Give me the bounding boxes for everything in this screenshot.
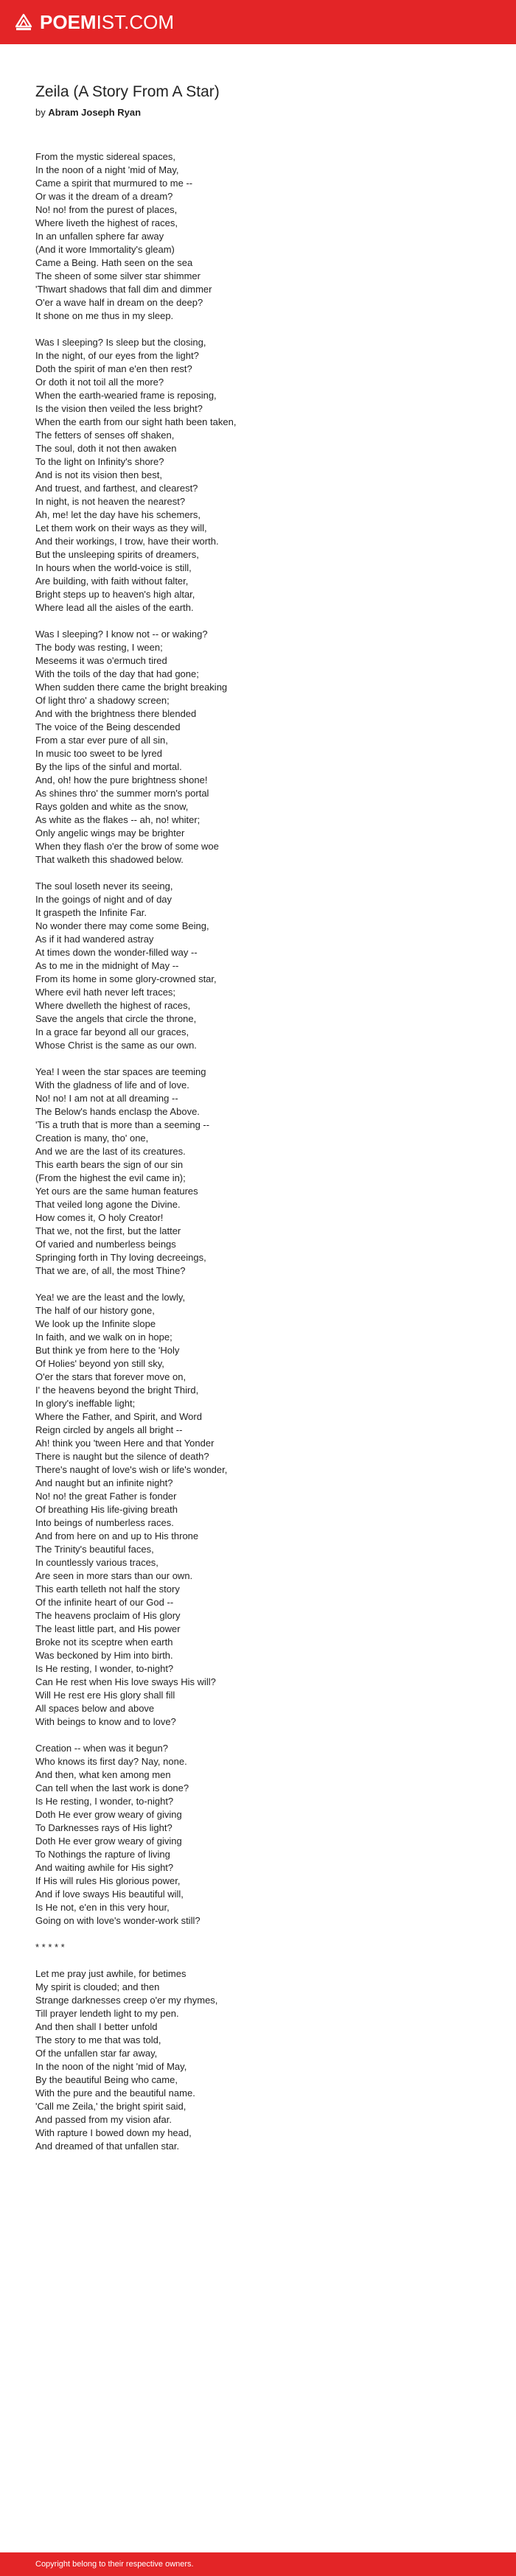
poem-line: In countlessly various traces, (35, 1557, 158, 1568)
poem-line: No! no! from the purest of places, (35, 204, 178, 215)
poem-line: In hours when the world-voice is still, (35, 562, 192, 573)
poem-line: As if it had wandered astray (35, 934, 154, 945)
poem-line: In a grace far beyond all our graces, (35, 1026, 189, 1037)
poem-line: The Below's hands enclasp the Above. (35, 1106, 200, 1117)
poem-line: Yea! I ween the star spaces are teeming (35, 1066, 206, 1077)
copyright-text: Copyright belong to their respective owners. (35, 2560, 194, 2569)
poem-line: Of the infinite heart of our God -- (35, 1597, 174, 1608)
poem-line: In an unfallen sphere far away (35, 231, 164, 242)
poem-line: Doth He ever grow weary of giving (35, 1835, 182, 1847)
poem-line: And, oh! how the pure brightness shone! (35, 774, 208, 785)
poem-line: If His will rules His glorious power, (35, 1875, 181, 1886)
poem-line: Is He resting, I wonder, to-night? (35, 1663, 174, 1674)
poem-line: It graspeth the Infinite Far. (35, 907, 147, 918)
poem-line: Yea! we are the least and the lowly, (35, 1292, 186, 1303)
poem-line: Or doth it not toil all the more? (35, 377, 164, 388)
logo-wordmark-light: IST.COM (96, 11, 175, 33)
poem-line: Is He resting, I wonder, to-night? (35, 1796, 174, 1807)
poem-line: Where liveth the highest of races, (35, 217, 178, 228)
poem-line: In night, is not heaven the nearest? (35, 496, 186, 507)
poem-line: Where the Father, and Spirit, and Word (35, 1411, 202, 1422)
poem-line: Are building, with faith without falter, (35, 575, 189, 587)
poem-line: Let them work on their ways as they will, (35, 522, 207, 533)
poem-line: With the toils of the day that had gone; (35, 668, 199, 679)
poem-line: The voice of the Being descended (35, 721, 181, 732)
poem-line: Of light thro' a shadowy screen; (35, 695, 170, 706)
poem-line: And waiting awhile for His sight? (35, 1862, 174, 1873)
poem-line: With the gladness of life and of love. (35, 1079, 189, 1091)
poem-line: Doth He ever grow weary of giving (35, 1809, 182, 1820)
poem-line: How comes it, O holy Creator! (35, 1212, 164, 1223)
poem-title: Zeila (A Story From A Star) (35, 83, 220, 100)
poem-line: Can tell when the last work is done? (35, 1782, 189, 1793)
poem-line: And then, what ken among men (35, 1769, 171, 1780)
poem-line: There's naught of love's wish or life's wonder, (35, 1464, 228, 1475)
poem-line: When the earth-wearied frame is reposing, (35, 390, 217, 401)
poem-line: I' the heavens beyond the bright Third, (35, 1385, 199, 1396)
poem-line: Can He rest when His love sways His will? (35, 1676, 216, 1687)
poem-line: The body was resting, I ween; (35, 642, 163, 653)
poem-line: To Nothings the rapture of living (35, 1849, 170, 1860)
poem-line: Of the unfallen star far away, (35, 2048, 158, 2059)
poem-line: That veiled long agone the Divine. (35, 1199, 181, 1210)
poem-line: Is the vision then veiled the less bright? (35, 403, 203, 414)
poem-line: And then shall I better unfold (35, 2021, 158, 2032)
poem-line: 'Thwart shadows that fall dim and dimmer (35, 284, 212, 295)
poem-line: Rays golden and white as the snow, (35, 801, 189, 812)
poem-line: And passed from my vision afar. (35, 2114, 172, 2125)
poem-line: Save the angels that circle the throne, (35, 1013, 197, 1024)
poem-line: No! no! the great Father is fonder (35, 1491, 177, 1502)
poem-line: Going on with love's wonder-work still? (35, 1915, 201, 1926)
poem-stanza (35, 1742, 485, 1928)
poem-line: My spirit is clouded; and then (35, 1981, 160, 1992)
poem-line: To the light on Infinity's shore? (35, 456, 164, 467)
poem-line: By the beautiful Being who came, (35, 2074, 178, 2085)
poem-line: With the pure and the beautiful name. (35, 2087, 195, 2099)
poem-stanza (35, 150, 485, 323)
poem-line: It shone on me thus in my sleep. (35, 310, 174, 321)
poem-line: Was I sleeping? I know not -- or waking? (35, 629, 208, 640)
poem-line: From the mystic sidereal spaces, (35, 151, 176, 162)
poem-line: At times down the wonder-filled way -- (35, 947, 198, 958)
poem-line: Into beings of numberless races. (35, 1517, 174, 1528)
poem-line: In the noon of a night 'mid of May, (35, 164, 179, 175)
poem-line: With rapture I bowed down my head, (35, 2127, 192, 2138)
poem-line: When the earth from our sight hath been taken, (35, 416, 237, 427)
poem-line: In glory's ineffable light; (35, 1398, 136, 1409)
poem-line: Creation -- when was it begun? (35, 1743, 168, 1754)
poem-line: And if love sways His beautiful will, (35, 1889, 184, 1900)
poem-line: O'er the stars that forever move on, (35, 1371, 186, 1382)
poem-line: No wonder there may come some Being, (35, 920, 209, 931)
poem-stanza (35, 1291, 485, 1729)
poem-line: Broke not its sceptre when earth (35, 1637, 173, 1648)
poem-line: 'Tis a truth that is more than a seeming -- (35, 1119, 210, 1130)
poem-line: The heavens proclaim of His glory (35, 1610, 181, 1621)
poem-line: Came a spirit that murmured to me -- (35, 178, 193, 189)
poem-stanza (35, 336, 485, 615)
poem-line: And is not its vision then best, (35, 469, 162, 480)
poem-stanza (35, 628, 485, 867)
poem-line: The sheen of some silver star shimmer (35, 270, 201, 281)
poem-line: Strange darknesses creep o'er my rhymes, (35, 1995, 218, 2006)
logo-wordmark (40, 12, 174, 32)
poem-line: Till prayer lendeth light to my pen. (35, 2008, 179, 2019)
poem-line: As white as the flakes -- ah, no! whiter; (35, 814, 201, 825)
poem-line: Will He rest ere His glory shall fill (35, 1690, 175, 1701)
poem-line: In music too sweet to be lyred (35, 748, 162, 759)
poem-line: Springing forth in Thy loving decreeings, (35, 1252, 206, 1263)
byline-prefix: by (35, 107, 46, 118)
poem-line: Whose Christ is the same as our own. (35, 1040, 197, 1051)
poem-line: (And it wore Immortality's gleam) (35, 244, 175, 255)
poem-line: Where evil hath never left traces; (35, 987, 176, 998)
poem-line: In faith, and we walk on in hope; (35, 1331, 172, 1343)
poem-line: Let me pray just awhile, for betimes (35, 1968, 186, 1979)
poem-line: And we are the last of its creatures. (35, 1146, 186, 1157)
poem-line: Meseems it was o'ermuch tired (35, 655, 167, 666)
poem-line: When sudden there came the bright breaking (35, 682, 228, 693)
poem-line: And with the brightness there blended (35, 708, 197, 719)
poem-line: Where dwelleth the highest of races, (35, 1000, 191, 1011)
poem-line: This earth telleth not half the story (35, 1583, 180, 1595)
poem-line: Of varied and numberless beings (35, 1239, 176, 1250)
poem-line: Creation is many, tho' one, (35, 1133, 149, 1144)
poem-line: 'Call me Zeila,' the bright spirit said, (35, 2101, 186, 2112)
poem-line: Ah! think you 'tween Here and that Yonder (35, 1438, 215, 1449)
poem-line: Of breathing His life-giving breath (35, 1504, 178, 1515)
byline (35, 106, 485, 119)
poem-line: And dreamed of that unfallen star. (35, 2141, 180, 2152)
poem-line: From a star ever pure of all sin, (35, 735, 168, 746)
poem-line: And from here on and up to His throne (35, 1530, 199, 1541)
poem-line: Are seen in more stars than our own. (35, 1570, 193, 1581)
poem-line: But think ye from here to the 'Holy (35, 1345, 180, 1356)
poem-line: Who knows its first day? Nay, none. (35, 1756, 187, 1767)
poem-line: This earth bears the sign of our sin (35, 1159, 184, 1170)
poem-line: When they flash o'er the brow of some woe (35, 841, 219, 852)
poem-container (35, 83, 485, 2166)
poem-line: The half of our history gone, (35, 1305, 155, 1316)
poem-line: And truest, and farthest, and clearest? (35, 483, 198, 494)
poem-line: In the night, of our eyes from the light? (35, 350, 199, 361)
poem-line: Ah, me! let the day have his schemers, (35, 509, 201, 520)
poem-line: With beings to know and to love? (35, 1716, 176, 1727)
poem-stanza (35, 1065, 485, 1278)
author-link[interactable]: Abram Joseph Ryan (48, 107, 142, 118)
poem-line: The soul loseth never its seeing, (35, 881, 173, 892)
poem-stanza (35, 1967, 485, 2153)
poem-line: Came a Being. Hath seen on the sea (35, 257, 193, 268)
poem-line: As shines thro' the summer morn's portal (35, 788, 209, 799)
poem-line: Yet ours are the same human features (35, 1186, 198, 1197)
poem-body (35, 150, 485, 2153)
poem-line: By the lips of the sinful and mortal. (35, 761, 182, 772)
poem-line: Or was it the dream of a dream? (35, 191, 173, 202)
poem-line: The Trinity's beautiful faces, (35, 1544, 154, 1555)
poem-line: No! no! I am not at all dreaming -- (35, 1093, 178, 1104)
poem-line: The soul, doth it not then awaken (35, 443, 177, 454)
poem-line: And their workings, I trow, have their worth. (35, 536, 219, 547)
poem-line: Bright steps up to heaven's high altar, (35, 589, 195, 600)
poem-line: Only angelic wings may be brighter (35, 827, 185, 839)
poem-stanza (35, 1941, 485, 1954)
poem-line: Was beckoned by Him into birth. (35, 1650, 173, 1661)
poem-line: Is He not, e'en in this very hour, (35, 1902, 170, 1913)
poem-line: (From the highest the evil came in); (35, 1172, 186, 1183)
poem-line: Where lead all the aisles of the earth. (35, 602, 194, 613)
poem-line: To Darknesses rays of His light? (35, 1822, 172, 1833)
poem-line: There is naught but the silence of death? (35, 1451, 209, 1462)
poem-line: But the unsleeping spirits of dreamers, (35, 549, 199, 560)
poem-line: And naught but an infinite night? (35, 1477, 173, 1488)
poem-line: That walketh this shadowed below. (35, 854, 184, 865)
poem-line: In the noon of the night 'mid of May, (35, 2061, 187, 2072)
poem-line: As to me in the midnight of May -- (35, 960, 179, 971)
poem-line: The story to me that was told, (35, 2034, 161, 2045)
poem-line: The least little part, and His power (35, 1623, 181, 1634)
poem-line: O'er a wave half in dream on the deep? (35, 297, 203, 308)
poem-line: That we are, of all, the most Thine? (35, 1265, 186, 1276)
poem-line: Of Holies' beyond yon still sky, (35, 1358, 164, 1369)
poem-line: The fetters of senses off shaken, (35, 430, 175, 441)
poem-line: That we, not the first, but the latter (35, 1225, 181, 1236)
poemist-logo-icon (13, 12, 34, 32)
poem-line: Was I sleeping? Is sleep but the closing, (35, 337, 206, 348)
poem-line: In the goings of night and of day (35, 894, 172, 905)
logo-wordmark-bold: POEM (40, 11, 97, 33)
poem-line: Reign circled by angels all bright -- (35, 1424, 183, 1435)
poem-line: From its home in some glory-crowned star, (35, 973, 217, 984)
poem-line: Doth the spirit of man e'en then rest? (35, 363, 192, 374)
poem-line: We look up the Infinite slope (35, 1318, 156, 1329)
site-header (0, 0, 516, 44)
poem-line: * * * * * (35, 1942, 65, 1953)
site-logo[interactable] (13, 12, 174, 32)
site-footer (0, 2552, 516, 2576)
poem-stanza (35, 880, 485, 1052)
poem-line: All spaces below and above (35, 1703, 155, 1714)
